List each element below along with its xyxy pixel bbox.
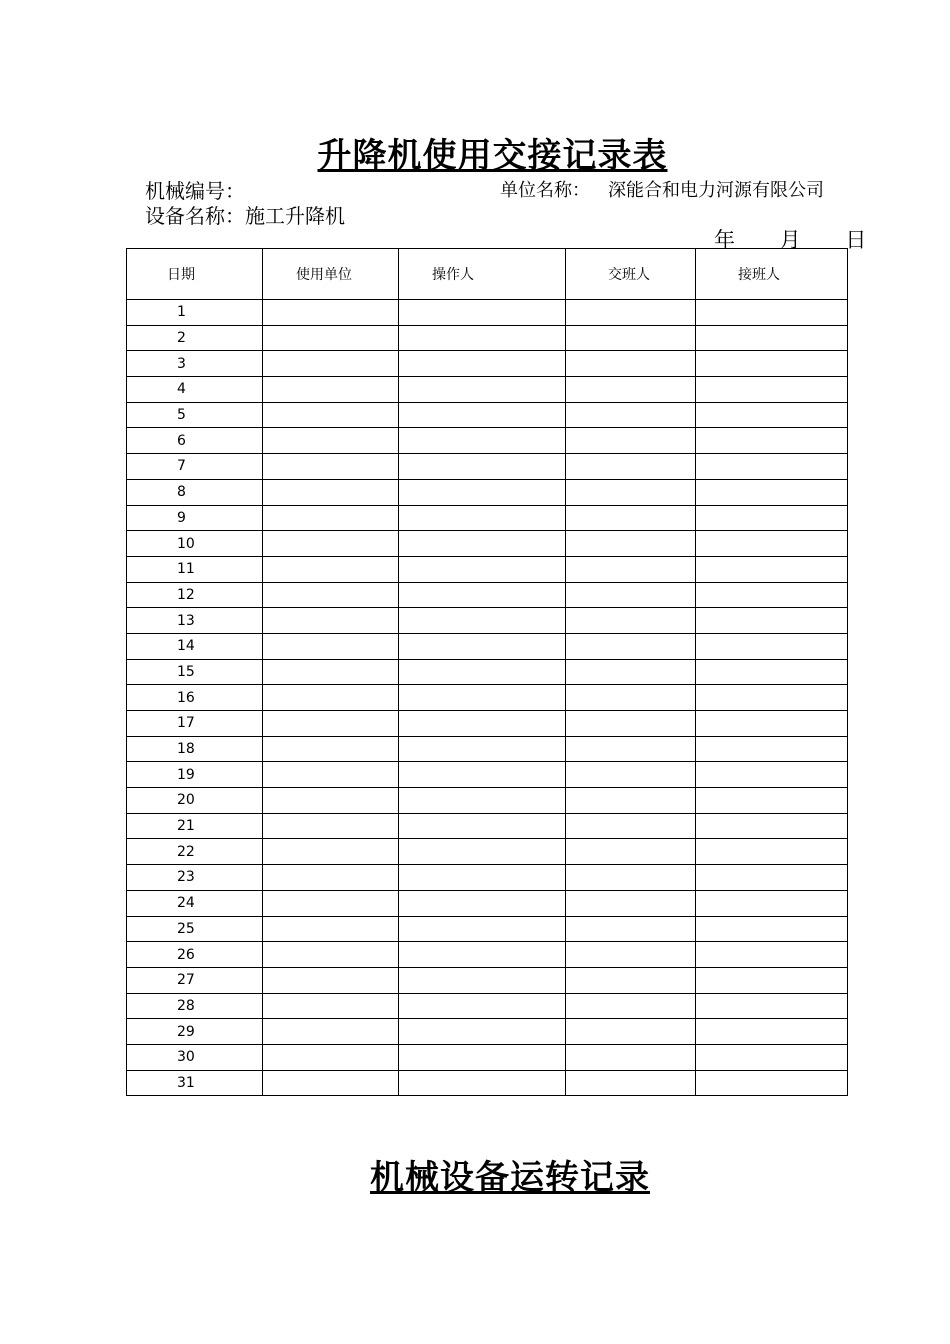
takeover-person-cell[interactable] xyxy=(696,916,848,942)
operator-cell[interactable] xyxy=(399,788,566,814)
takeover-person-cell[interactable] xyxy=(696,428,848,454)
table-row xyxy=(127,1070,848,1096)
table-row xyxy=(127,505,848,531)
table-row xyxy=(127,916,848,942)
takeover-person-cell[interactable] xyxy=(696,967,848,993)
table-row xyxy=(127,1044,848,1070)
equipment-name-label: 设备名称： xyxy=(145,204,245,228)
row-date-cell: 27 xyxy=(127,967,263,993)
unit-name-value: 深能合和电力河源有限公司 xyxy=(608,180,824,201)
handover-person-cell[interactable] xyxy=(566,762,696,788)
handover-person-cell[interactable] xyxy=(566,582,696,608)
equipment-name-value: 施工升降机 xyxy=(245,204,345,228)
handover-person-cell[interactable] xyxy=(566,865,696,891)
using-unit-cell[interactable] xyxy=(263,993,399,1019)
row-date-cell: 29 xyxy=(127,1019,263,1045)
row-date-cell: 25 xyxy=(127,916,263,942)
handover-person-cell[interactable] xyxy=(566,1044,696,1070)
page-title: 升降机使用交接记录表 xyxy=(317,136,668,176)
handover-person-cell[interactable] xyxy=(566,813,696,839)
handover-person-cell[interactable] xyxy=(566,556,696,582)
row-date-cell: 24 xyxy=(127,890,263,916)
table-row xyxy=(127,300,848,326)
handover-person-cell[interactable] xyxy=(566,531,696,557)
table-row xyxy=(127,556,848,582)
operator-cell[interactable] xyxy=(399,1044,566,1070)
using-unit-cell[interactable] xyxy=(263,788,399,814)
using-unit-cell[interactable] xyxy=(263,813,399,839)
handover-person-cell[interactable] xyxy=(566,967,696,993)
using-unit-cell[interactable] xyxy=(263,556,399,582)
handover-person-cell[interactable] xyxy=(566,505,696,531)
takeover-person-cell[interactable] xyxy=(696,531,848,557)
row-date-cell: 21 xyxy=(127,813,263,839)
using-unit-cell[interactable] xyxy=(263,300,399,326)
equipment-name-field xyxy=(145,200,345,229)
takeover-person-cell[interactable] xyxy=(696,556,848,582)
unit-name-field xyxy=(500,176,824,202)
row-date-cell: 4 xyxy=(127,377,263,403)
operator-cell[interactable] xyxy=(399,736,566,762)
table-row xyxy=(127,531,848,557)
row-date-cell: 16 xyxy=(127,685,263,711)
table-header-row xyxy=(127,249,848,300)
header-date: 日期 xyxy=(127,249,263,300)
takeover-person-cell[interactable] xyxy=(696,479,848,505)
using-unit-cell[interactable] xyxy=(263,479,399,505)
row-date-cell: 22 xyxy=(127,839,263,865)
using-unit-cell[interactable] xyxy=(263,1044,399,1070)
using-unit-cell[interactable] xyxy=(263,967,399,993)
using-unit-cell[interactable] xyxy=(263,351,399,377)
handover-record-table xyxy=(126,248,848,1096)
using-unit-cell[interactable] xyxy=(263,916,399,942)
operator-cell[interactable] xyxy=(399,428,566,454)
handover-person-cell[interactable] xyxy=(566,300,696,326)
handover-person-cell[interactable] xyxy=(566,839,696,865)
takeover-person-cell[interactable] xyxy=(696,839,848,865)
row-date-cell: 17 xyxy=(127,711,263,737)
handover-person-cell[interactable] xyxy=(566,428,696,454)
using-unit-cell[interactable] xyxy=(263,531,399,557)
operator-cell[interactable] xyxy=(399,608,566,634)
using-unit-cell[interactable] xyxy=(263,711,399,737)
operator-cell[interactable] xyxy=(399,813,566,839)
using-unit-cell[interactable] xyxy=(263,685,399,711)
handover-person-cell[interactable] xyxy=(566,1019,696,1045)
takeover-person-cell[interactable] xyxy=(696,788,848,814)
row-date-cell: 2 xyxy=(127,325,263,351)
takeover-person-cell[interactable] xyxy=(696,711,848,737)
takeover-person-cell[interactable] xyxy=(696,1044,848,1070)
table-row xyxy=(127,762,848,788)
operator-cell[interactable] xyxy=(399,633,566,659)
using-unit-cell[interactable] xyxy=(263,762,399,788)
takeover-person-cell[interactable] xyxy=(696,890,848,916)
row-date-cell: 9 xyxy=(127,505,263,531)
takeover-person-cell[interactable] xyxy=(696,1070,848,1096)
row-date-cell: 19 xyxy=(127,762,263,788)
table-row xyxy=(127,967,848,993)
table-row xyxy=(127,454,848,480)
handover-person-cell[interactable] xyxy=(566,454,696,480)
operator-cell[interactable] xyxy=(399,659,566,685)
table-row xyxy=(127,890,848,916)
using-unit-cell[interactable] xyxy=(263,377,399,403)
takeover-person-cell[interactable] xyxy=(696,505,848,531)
operator-cell[interactable] xyxy=(399,325,566,351)
table-row xyxy=(127,633,848,659)
header-takeover-person: 接班人 xyxy=(696,249,848,300)
using-unit-cell[interactable] xyxy=(263,633,399,659)
takeover-person-cell[interactable] xyxy=(696,813,848,839)
takeover-person-cell[interactable] xyxy=(696,1019,848,1045)
operator-cell[interactable] xyxy=(399,582,566,608)
table-row xyxy=(127,428,848,454)
handover-person-cell[interactable] xyxy=(566,633,696,659)
using-unit-cell[interactable] xyxy=(263,325,399,351)
operator-cell[interactable] xyxy=(399,402,566,428)
row-date-cell: 7 xyxy=(127,454,263,480)
handover-person-cell[interactable] xyxy=(566,325,696,351)
operator-cell[interactable] xyxy=(399,942,566,968)
operator-cell[interactable] xyxy=(399,685,566,711)
handover-person-cell[interactable] xyxy=(566,711,696,737)
table-row xyxy=(127,711,848,737)
takeover-person-cell[interactable] xyxy=(696,659,848,685)
row-date-cell: 18 xyxy=(127,736,263,762)
table-row xyxy=(127,351,848,377)
takeover-person-cell[interactable] xyxy=(696,942,848,968)
using-unit-cell[interactable] xyxy=(263,890,399,916)
takeover-person-cell[interactable] xyxy=(696,685,848,711)
takeover-person-cell[interactable] xyxy=(696,633,848,659)
operator-cell[interactable] xyxy=(399,351,566,377)
row-date-cell: 11 xyxy=(127,556,263,582)
operator-cell[interactable] xyxy=(399,762,566,788)
handover-person-cell[interactable] xyxy=(566,351,696,377)
handover-person-cell[interactable] xyxy=(566,479,696,505)
using-unit-cell[interactable] xyxy=(263,1070,399,1096)
takeover-person-cell[interactable] xyxy=(696,993,848,1019)
takeover-person-cell[interactable] xyxy=(696,300,848,326)
handover-person-cell[interactable] xyxy=(566,1070,696,1096)
operator-cell[interactable] xyxy=(399,993,566,1019)
takeover-person-cell[interactable] xyxy=(696,377,848,403)
row-date-cell: 10 xyxy=(127,531,263,557)
row-date-cell: 8 xyxy=(127,479,263,505)
section-title-equipment-operation-record: 机械设备运转记录 xyxy=(370,1158,650,1198)
operator-cell[interactable] xyxy=(399,1019,566,1045)
unit-name-label: 单位名称： xyxy=(500,180,590,201)
row-date-cell: 1 xyxy=(127,300,263,326)
table-row xyxy=(127,993,848,1019)
row-date-cell: 14 xyxy=(127,633,263,659)
takeover-person-cell[interactable] xyxy=(696,762,848,788)
table-row xyxy=(127,325,848,351)
handover-person-cell[interactable] xyxy=(566,608,696,634)
using-unit-cell[interactable] xyxy=(263,428,399,454)
using-unit-cell[interactable] xyxy=(263,865,399,891)
operator-cell[interactable] xyxy=(399,839,566,865)
handover-person-cell[interactable] xyxy=(566,890,696,916)
using-unit-cell[interactable] xyxy=(263,1019,399,1045)
operator-cell[interactable] xyxy=(399,454,566,480)
using-unit-cell[interactable] xyxy=(263,659,399,685)
table-row xyxy=(127,942,848,968)
table-row xyxy=(127,479,848,505)
operator-cell[interactable] xyxy=(399,865,566,891)
operator-cell[interactable] xyxy=(399,711,566,737)
year-label: 年 xyxy=(714,228,735,252)
using-unit-cell[interactable] xyxy=(263,942,399,968)
takeover-person-cell[interactable] xyxy=(696,454,848,480)
operator-cell[interactable] xyxy=(399,505,566,531)
table-row xyxy=(127,608,848,634)
row-date-cell: 3 xyxy=(127,351,263,377)
handover-person-cell[interactable] xyxy=(566,402,696,428)
handover-person-cell[interactable] xyxy=(566,377,696,403)
row-date-cell: 30 xyxy=(127,1044,263,1070)
month-label: 月 xyxy=(779,228,801,252)
takeover-person-cell[interactable] xyxy=(696,608,848,634)
row-date-cell: 23 xyxy=(127,865,263,891)
row-date-cell: 31 xyxy=(127,1070,263,1096)
table-row xyxy=(127,865,848,891)
machine-no-label: 机械编号： xyxy=(145,179,245,203)
table-row xyxy=(127,1019,848,1045)
day-label: 日 xyxy=(845,228,867,252)
handover-person-cell[interactable] xyxy=(566,685,696,711)
table-row xyxy=(127,813,848,839)
operator-cell[interactable] xyxy=(399,300,566,326)
operator-cell[interactable] xyxy=(399,916,566,942)
row-date-cell: 12 xyxy=(127,582,263,608)
table-row xyxy=(127,839,848,865)
operator-cell[interactable] xyxy=(399,556,566,582)
table-row xyxy=(127,377,848,403)
using-unit-cell[interactable] xyxy=(263,402,399,428)
table-row xyxy=(127,402,848,428)
takeover-person-cell[interactable] xyxy=(696,736,848,762)
table-row xyxy=(127,582,848,608)
table-row xyxy=(127,788,848,814)
row-date-cell: 5 xyxy=(127,402,263,428)
row-date-cell: 13 xyxy=(127,608,263,634)
table-row xyxy=(127,736,848,762)
operator-cell[interactable] xyxy=(399,479,566,505)
operator-cell[interactable] xyxy=(399,377,566,403)
header-handover-person: 交班人 xyxy=(566,249,696,300)
handover-person-cell[interactable] xyxy=(566,993,696,1019)
row-date-cell: 28 xyxy=(127,993,263,1019)
operator-cell[interactable] xyxy=(399,967,566,993)
operator-cell[interactable] xyxy=(399,890,566,916)
handover-person-cell[interactable] xyxy=(566,788,696,814)
using-unit-cell[interactable] xyxy=(263,839,399,865)
table-row xyxy=(127,659,848,685)
takeover-person-cell[interactable] xyxy=(696,402,848,428)
header-operator: 操作人 xyxy=(399,249,566,300)
handover-person-cell[interactable] xyxy=(566,942,696,968)
header-using-unit: 使用单位 xyxy=(263,249,399,300)
row-date-cell: 15 xyxy=(127,659,263,685)
row-date-cell: 20 xyxy=(127,788,263,814)
row-date-cell: 26 xyxy=(127,942,263,968)
handover-person-cell[interactable] xyxy=(566,736,696,762)
operator-cell[interactable] xyxy=(399,1070,566,1096)
takeover-person-cell[interactable] xyxy=(696,325,848,351)
row-date-cell: 6 xyxy=(127,428,263,454)
using-unit-cell[interactable] xyxy=(263,582,399,608)
takeover-person-cell[interactable] xyxy=(696,865,848,891)
table-row xyxy=(127,685,848,711)
takeover-person-cell[interactable] xyxy=(696,582,848,608)
using-unit-cell[interactable] xyxy=(263,505,399,531)
handover-person-cell[interactable] xyxy=(566,916,696,942)
using-unit-cell[interactable] xyxy=(263,736,399,762)
using-unit-cell[interactable] xyxy=(263,454,399,480)
using-unit-cell[interactable] xyxy=(263,608,399,634)
handover-person-cell[interactable] xyxy=(566,659,696,685)
takeover-person-cell[interactable] xyxy=(696,351,848,377)
operator-cell[interactable] xyxy=(399,531,566,557)
